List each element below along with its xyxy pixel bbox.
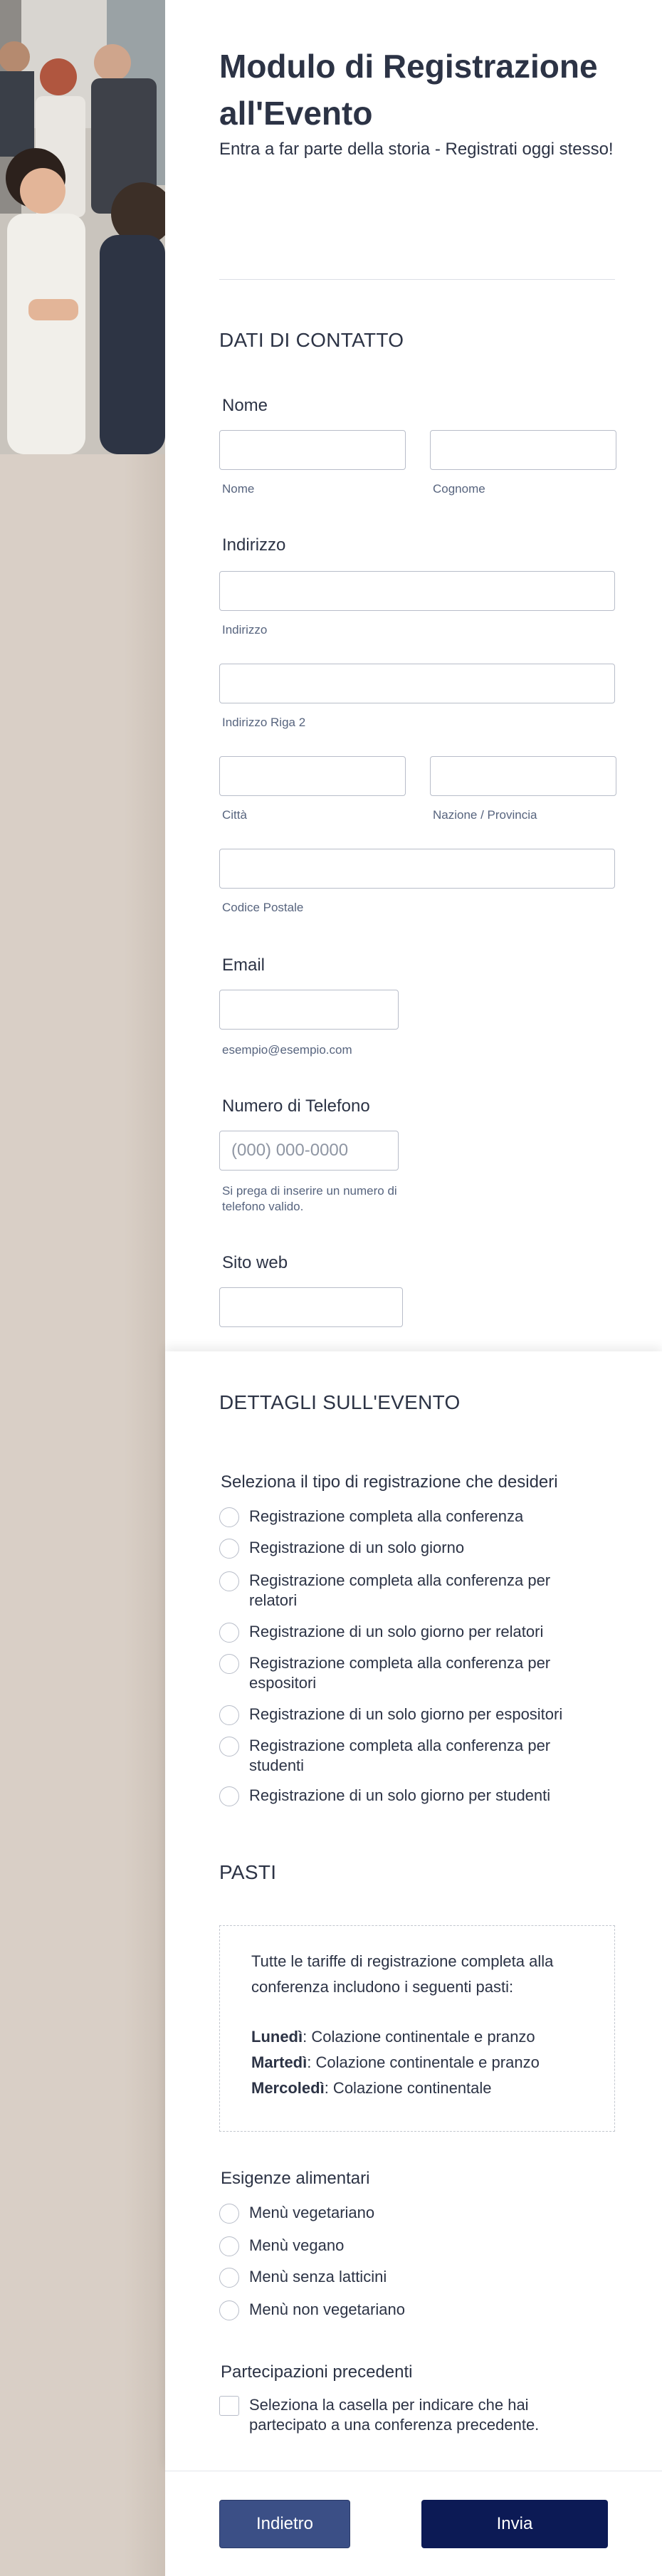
address-line2-sublabel: Indirizzo Riga 2 xyxy=(222,716,306,729)
registration-option-label: Registrazione completa alla conferenza xyxy=(249,1507,524,1525)
radio-button[interactable] xyxy=(219,2236,239,2256)
dietary-option[interactable] xyxy=(219,2236,591,2256)
form-footer xyxy=(165,2471,662,2576)
meals-day-detail: : Colazione continentale e pranzo xyxy=(303,2028,535,2046)
previous-attendance-option[interactable] xyxy=(219,2395,584,2435)
dietary-option[interactable] xyxy=(219,2267,591,2288)
meals-intro: Tutte le tariffe di registrazione completa alla conferenza includono i seguenti pasti: xyxy=(251,1952,554,1996)
dietary-option-label: Menù non vegetariano xyxy=(249,2300,405,2318)
radio-button[interactable] xyxy=(219,1539,239,1559)
zip-input[interactable] xyxy=(219,849,615,889)
dietary-option-label: Menù vegetariano xyxy=(249,2204,375,2221)
meals-day-detail: : Colazione continentale xyxy=(324,2079,492,2097)
radio-button[interactable] xyxy=(219,1786,239,1806)
radio-button[interactable] xyxy=(219,1571,239,1591)
radio-button[interactable] xyxy=(219,2268,239,2288)
city-sublabel: Città xyxy=(222,808,247,822)
registration-option[interactable] xyxy=(219,1571,591,1611)
address-line2-input[interactable] xyxy=(219,664,615,703)
last-name-sublabel: Cognome xyxy=(433,482,485,496)
page-title: Modulo di Registrazione all'Evento xyxy=(219,48,598,132)
page-subtitle: Entra a far parte della storia - Registrati oggi stesso! xyxy=(219,140,614,159)
contact-section-title: DATI DI CONTATTO xyxy=(219,329,404,351)
state-input[interactable] xyxy=(430,756,616,796)
registration-option-label: Registrazione completa alla conferenza per studenti xyxy=(249,1737,551,1774)
dietary-option-label: Menù senza latticini xyxy=(249,2268,387,2286)
form-page-event xyxy=(165,1351,662,2471)
registration-option-label: Registrazione di un solo giorno per studenti xyxy=(249,1786,551,1804)
email-sublabel: esempio@esempio.com xyxy=(222,1043,352,1057)
email-label: Email xyxy=(222,955,266,975)
radio-button[interactable] xyxy=(219,1507,239,1527)
dietary-option[interactable] xyxy=(219,2300,591,2320)
radio-button[interactable] xyxy=(219,2204,239,2224)
website-input[interactable] xyxy=(219,1287,403,1327)
last-name-input[interactable] xyxy=(430,430,616,470)
meals-day-detail: : Colazione continentale e pranzo xyxy=(307,2053,540,2071)
first-name-sublabel: Nome xyxy=(222,482,255,496)
email-input[interactable] xyxy=(219,990,399,1030)
zip-sublabel: Codice Postale xyxy=(222,901,304,914)
radio-button[interactable] xyxy=(219,1654,239,1674)
registration-option[interactable] xyxy=(219,1705,591,1725)
address-line1-sublabel: Indirizzo xyxy=(222,623,268,637)
phone-sublabel: Si prega di inserire un numero di telefono valido. xyxy=(222,1184,397,1213)
registration-option[interactable] xyxy=(219,1507,591,1527)
background-panel xyxy=(0,454,165,2576)
city-input[interactable] xyxy=(219,756,406,796)
website-label: Sito web xyxy=(222,1253,288,1272)
registration-option[interactable] xyxy=(219,1622,591,1643)
header-divider xyxy=(219,279,615,280)
first-name-input[interactable] xyxy=(219,430,406,470)
meals-info-box xyxy=(219,1925,615,2132)
previous-attendance-label: Partecipazioni precedenti xyxy=(221,2362,413,2382)
registration-option[interactable] xyxy=(219,1653,591,1693)
state-sublabel: Nazione / Provincia xyxy=(433,808,537,822)
event-section-title: DETTAGLI SULL'EVENTO xyxy=(219,1391,461,1413)
meals-day-row xyxy=(251,2075,586,2101)
registration-option-label: Registrazione di un solo giorno per relatori xyxy=(249,1623,544,1640)
meals-day-row xyxy=(251,2024,586,2050)
dietary-option-label: Menù vegano xyxy=(249,2236,345,2254)
registration-option-label: Registrazione completa alla conferenza per espositori xyxy=(249,1654,551,1692)
phone-input[interactable]: (000) 000-0000 xyxy=(219,1131,399,1171)
checkbox[interactable] xyxy=(219,2396,239,2416)
meals-day: Martedì xyxy=(251,2053,308,2071)
registration-option-label: Registrazione completa alla conferenza per relatori xyxy=(249,1571,551,1609)
form-page-contact xyxy=(165,0,662,1351)
name-label: Nome xyxy=(222,396,268,415)
radio-button[interactable] xyxy=(219,2300,239,2320)
address-line1-input[interactable] xyxy=(219,571,615,611)
radio-button[interactable] xyxy=(219,1623,239,1643)
dietary-label: Esigenze alimentari xyxy=(221,2169,370,2188)
registration-option[interactable] xyxy=(219,1736,591,1776)
registration-option-label: Registrazione di un solo giorno per espositori xyxy=(249,1705,563,1723)
meals-day-row xyxy=(251,2050,586,2075)
registration-option[interactable] xyxy=(219,1538,591,1559)
phone-label: Numero di Telefono xyxy=(222,1096,370,1116)
address-label: Indirizzo xyxy=(222,535,286,555)
registration-type-label: Seleziona il tipo di registrazione che desideri xyxy=(221,1472,558,1492)
meals-day: Mercoledì xyxy=(251,2079,325,2097)
meals-day: Lunedì xyxy=(251,2028,303,2046)
dietary-option[interactable] xyxy=(219,2203,591,2224)
registration-option-label: Registrazione di un solo giorno xyxy=(249,1539,465,1556)
submit-button[interactable]: Invia xyxy=(421,2500,608,2548)
radio-button[interactable] xyxy=(219,1705,239,1725)
meals-section-title: PASTI xyxy=(219,1861,277,1883)
event-photo xyxy=(0,0,165,454)
back-button[interactable]: Indietro xyxy=(219,2500,350,2548)
radio-button[interactable] xyxy=(219,1737,239,1756)
registration-option[interactable] xyxy=(219,1786,591,1806)
previous-attendance-text: Seleziona la casella per indicare che hai partecipato a una conferenza precedente. xyxy=(249,2396,540,2434)
